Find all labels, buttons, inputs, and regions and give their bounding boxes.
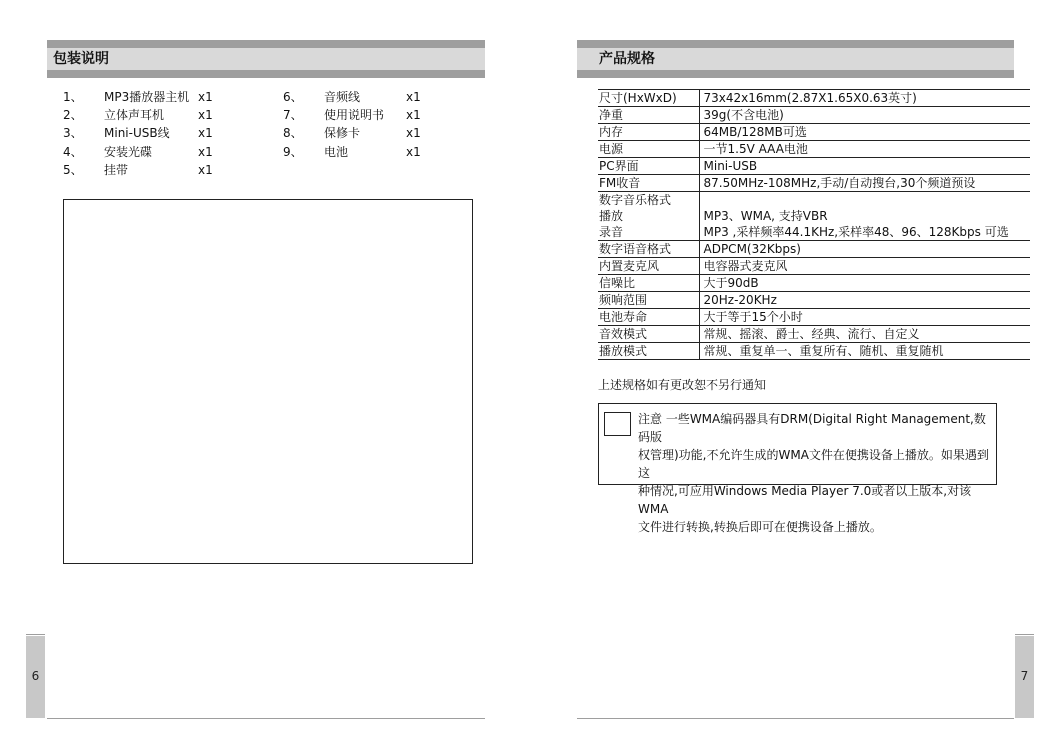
table-row: 尺寸(HxWxD) 73x42x16mm(2.87X1.65X0.63英寸) — [598, 90, 1030, 107]
table-row: 播放模式 常规、重复单一、重复所有、随机、重复随机 — [598, 343, 1030, 360]
table-row: 电池寿命 大于等于15个小时 — [598, 309, 1030, 326]
spec-table — [598, 89, 1030, 360]
note-icon — [604, 412, 631, 436]
notice-text: 注意 一些WMA编码器具有DRM(Digital Right Management,数码版 权管理)功能,不允许生成的WMA文件在便携设备上播放。如果遇到这 种情况,可应用Windows Media Player 7.0或者以上版本,对该WMA 文件进行转换,转换后即可在便携设备上播放。 — [638, 412, 989, 534]
table-row: 数字语音格式 ADPCM(32Kbps) — [598, 241, 1030, 258]
page-number: 7 — [1020, 669, 1029, 683]
table-row: 音效模式 常规、摇滚、爵士、经典、流行、自定义 — [598, 326, 1030, 343]
table-row: 净重 39g(不含电池) — [598, 107, 1030, 124]
table-row: FM收音 87.50MHz-108MHz,手动/自动搜台,30个频道预设 — [598, 175, 1030, 192]
right-page — [531, 0, 1062, 753]
notice-box — [598, 403, 997, 534]
packing-title: 包装说明 — [53, 51, 109, 67]
package-image-frame — [63, 199, 473, 564]
page-tab-right — [1015, 636, 1034, 718]
table-row: 数字音乐格式 播放 录音 MP3、WMA, 支持VBR MP3 ,采样频率44.1KHz,采样率48、96、128Kbps 可选 — [598, 192, 1030, 241]
table-row: 频响范围 20Hz-20KHz — [598, 292, 1030, 309]
footer-rule — [577, 718, 1014, 719]
page-tab-left — [26, 636, 45, 718]
table-row: 内存 64MB/128MB可选 — [598, 124, 1030, 141]
table-row: 内置麦克风 电容器式麦克风 — [598, 258, 1030, 275]
page-number: 6 — [31, 669, 40, 683]
footer-rule — [47, 718, 485, 719]
spec-header — [577, 40, 1014, 78]
left-page: 包装说明 1、 MP3播放器主机 x1 2、 立体声耳机 x1 3、 Mini-USB线 x1 4、 安装光碟 x1 5、 挂带 x1 6、 音频线 x1 7、 使用说明书 x1 8、 保修卡 x1 9、 电池 x1 — [0, 0, 531, 753]
table-row: 电源 一节1.5V AAA电池 — [598, 141, 1030, 158]
spec-title: 产品规格 — [599, 51, 655, 67]
spec-disclaimer: 上述规格如有更改恕不另行通知 — [598, 378, 767, 392]
table-row: PC界面 Mini-USB — [598, 158, 1030, 175]
table-row: 信噪比 大于90dB — [598, 275, 1030, 292]
packing-header — [47, 40, 485, 78]
